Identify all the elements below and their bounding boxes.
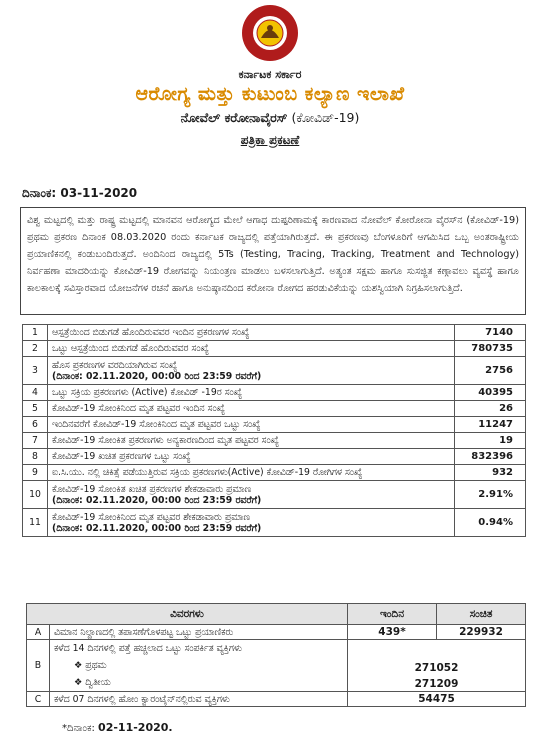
header-today: ಇಂದಿನ <box>348 604 437 625</box>
karnataka-emblem-icon <box>241 4 299 62</box>
stats-row-label: ಐ.ಸಿ.ಯು. ನಲ್ಲಿ ಚಿಕಿತ್ಸೆ ಪಡೆಯುತ್ತಿರುವ ಸಕ್ರಿಯ ಪ್ರಕರಣಗಳು(Active) ಕೋವಿಡ್-19 ರೋಗಿಗಳ ಸಂಖ್ಯೆ <box>52 467 363 478</box>
stats-row-label-cell <box>48 509 455 537</box>
intro-paragraph: ವಿಶ್ವ ಮಟ್ಟದಲ್ಲಿ ಮತ್ತು ರಾಷ್ಟ್ರ ಮಟ್ಟದಲ್ಲಿ ಮಾನವನ ಆರೋಗ್ಯದ ಮೇಲೆ ಆಗಾಧ ದುಷ್ಪರಿಣಾಮಕ್ಕೆ ಕಾರಣವಾದ ನೋವೆಲ್ ಕೋರೋನಾ ವೈರಸ್‌ನ (ಕೋವಿಡ್-19) ಪ್ರಥಮ ಪ್ರಕರಣ ದಿನಾಂಕ 08.03.2020 ರಂದು ಕರ್ನಾಟಕ ರಾಜ್ಯದಲ್ಲಿ ಪತ್ತೆಯಾಗಿರುತ್ತದೆ. ಈ ಪ್ರಕರಣವು ಬೆಂಗಳೂರಿಗೆ ಆಗಮಿಸಿದ ಒಬ್ಬ ಅಂತರಾಷ್ಟ್ರೀಯ ಪ್ರಯಾಣಿಕನಲ್ಲಿ ಕಂಡುಬಂದಿರುತ್ತದೆ. ಅಂದಿನಿಂದ ರಾಜ್ಯದಲ್ಲಿ 5Ts (Testing, Tracing, Tracking, Treatment and Technology) ನಿರ್ವಹಣಾ ಮಾದರಿಯನ್ನು ಕೋವಿಡ್-19 ರೋಗವನ್ನು ನಿಯಂತ್ರಣ ಮಾಡಲು ಬಳಸಲಾಗುತ್ತಿದೆ. ಅತ್ಯಂತ ಸಕ್ಷಮ ಹಾಗೂ ಸುಸಜ್ಜಿತ ಕಣ್ಗಾವಲು ವ್ಯವಸ್ಥೆ ಹಾಗೂ ಕಾಲಕಾಲಕ್ಕೆ ಸವಿಸ್ತಾರವಾದ ಯೋಜನೆಗಳ ರಚನೆ ಹಾಗೂ ಅನುಷ್ಠಾನದಿಂದ ಕರೋನಾ ರೋಗದ ಹರಡುವಿಕೆಯನ್ನು ಯಶಸ್ವಿಯಾಗಿ ನಿಗ್ರಹಿಸಲಾಗುತ್ತಿದೆ. <box>20 207 526 315</box>
stats-row <box>23 433 526 449</box>
press-release-heading: ಪತ್ರಿಕಾ ಪ್ರಕಟಣೆ <box>240 133 300 147</box>
row-b-primary-label: ಪ್ರಥಮ <box>85 660 107 671</box>
stats-table <box>22 324 526 537</box>
details-table <box>26 603 526 707</box>
stats-row-label: ಹೊಸ ಪ್ರಕರಣಗಳ ವರದಿಯಾಗಿರುವ ಸಂಖ್ಯೆ <box>52 359 178 371</box>
row-b-secondary: ❖ ದ್ವಿತೀಯ <box>74 677 111 688</box>
stats-row <box>23 465 526 481</box>
stats-row-label-cell <box>48 417 455 433</box>
stats-row-number: 11 <box>23 509 48 537</box>
release-date <box>22 186 137 201</box>
row-b-cell <box>50 640 348 692</box>
date-label: ದಿನಾಂಕ: <box>22 186 57 200</box>
stats-row-number: 10 <box>23 481 48 509</box>
stats-row-number: 1 <box>23 325 48 341</box>
row-a-label: A <box>27 625 50 640</box>
stats-row-label: ಕೋವಿಡ್-19 ಸೋಂಕಿತ ಪ್ರಕರಣಗಳು ಅನ್ಯಕಾರಣದಿಂದ ಮೃತ ಪಟ್ಟವರ ಸಂಖ್ಯೆ <box>52 435 280 446</box>
stats-row-label: ಒಟ್ಟು ಆಸ್ಪತ್ರೆಯಿಂದ ಬಿಡುಗಡೆ ಹೊಂದಿರುವವರ ಸಂಖ್ಯೆ <box>52 343 209 354</box>
stats-row-value: 932 <box>455 465 526 481</box>
stats-row <box>23 509 526 537</box>
row-b-text: ಕಳೆದ 14 ದಿನಗಳಲ್ಲಿ ಪತ್ತೆ ಹಚ್ಚಲಾದ ಒಟ್ಟು ಸಂಪರ್ಕಿತ ವ್ಯಕ್ತಿಗಳು <box>54 643 242 654</box>
stats-row-label-cell <box>48 325 455 341</box>
row-c-text: ಕಳೆದ 07 ದಿನಗಳಲ್ಲಿ ಹೋಂ ಕ್ವಾರಂಟೈನ್‌ನಲ್ಲಿರುವ ವ್ಯಕ್ತಿಗಳು <box>50 692 348 707</box>
stats-row-sublabel: (ದಿನಾಂಕ: 02.11.2020, 00:00 ರಿಂದ 23:59 ರವರೆಗೆ) <box>52 522 262 534</box>
row-a-text: ವಿಮಾನ ನಿಲ್ದಾಣದಲ್ಲಿ ತಪಾಸಣೆಗೊಳಪಟ್ಟ ಒಟ್ಟು ಪ್ರಯಾಣಿಕರು <box>50 625 348 640</box>
row-b-secondary-label: ದ್ವಿತೀಯ <box>85 677 111 688</box>
stats-row <box>23 401 526 417</box>
stats-row-label-cell <box>48 341 455 357</box>
footnote-prefix: *ದಿನಾಂಕ: <box>62 723 95 734</box>
row-b-label: B <box>27 640 50 692</box>
row-c-value: 54475 <box>348 692 526 707</box>
stats-row-number: 7 <box>23 433 48 449</box>
stats-row-label: ಕೋವಿಡ್-19 ಸೋಂಕಿತ ಖಚಿತ ಪ್ರಕರಣಗಳ ಶೇಕಡಾವಾರು ಪ್ರಮಾಣ <box>52 483 252 495</box>
stats-row-value: 7140 <box>455 325 526 341</box>
stats-row-label: ಕೋವಿಡ್-19 ಖಚಿತ ಪ್ರಕರಣಗಳ ಒಟ್ಟು ಸಂಖ್ಯೆ <box>52 451 191 462</box>
government-name: ಕರ್ನಾಟಕ ಸರ್ಕಾರ <box>238 68 302 81</box>
stats-row-label-cell <box>48 433 455 449</box>
disease-code: (ಕೋವಿಡ್-19) <box>291 110 360 125</box>
stats-row-number: 4 <box>23 385 48 401</box>
stats-row-label: ಒಟ್ಟು ಸಕ್ರಿಯ ಪ್ರಕರಣಗಳು (Active) ಕೋವಿಡ್ -19ರ ಸಂಖ್ಯೆ <box>52 387 243 398</box>
details-row-a <box>27 625 526 640</box>
stats-row-label-cell <box>48 449 455 465</box>
row-b-values <box>348 640 526 692</box>
date-value: 03-11-2020 <box>60 186 138 200</box>
stats-row-number: 5 <box>23 401 48 417</box>
stats-row-label: ಕೋವಿಡ್-19 ಸೋಂಕಿನಿಂದ ಮೃತ ಪಟ್ಟವರ ಇಂದಿನ ಸಂಖ್ಯೆ <box>52 403 225 414</box>
stats-row-value: 19 <box>455 433 526 449</box>
footnote-date: 02-11-2020. <box>98 721 173 734</box>
row-a-cumulative: 229932 <box>437 625 526 640</box>
stats-row-value: 780735 <box>455 341 526 357</box>
stats-row-value: 2756 <box>455 357 526 385</box>
stats-row <box>23 385 526 401</box>
row-c-label: C <box>27 692 50 707</box>
stats-row-number: 3 <box>23 357 48 385</box>
stats-row-number: 2 <box>23 341 48 357</box>
details-header-row <box>27 604 526 625</box>
row-a-today: 439* <box>348 625 437 640</box>
stats-row-value: 2.91% <box>455 481 526 509</box>
stats-row-number: 9 <box>23 465 48 481</box>
header-details: ವಿವರಗಳು <box>27 604 348 625</box>
stats-row-label-cell <box>48 465 455 481</box>
stats-row-value: 0.94% <box>455 509 526 537</box>
stats-row <box>23 341 526 357</box>
stats-row-value: 11247 <box>455 417 526 433</box>
stats-row-label-cell <box>48 481 455 509</box>
stats-row <box>23 481 526 509</box>
details-row-c <box>27 692 526 707</box>
stats-row-value: 40395 <box>455 385 526 401</box>
stats-row <box>23 417 526 433</box>
stats-row-label-cell <box>48 401 455 417</box>
row-b-primary-value: 271052 <box>414 662 459 674</box>
row-b-secondary-value: 271209 <box>414 678 459 690</box>
stats-row-label: ಕೋವಿಡ್-19 ಸೋಂಕಿನಿಂದ ಮೃತ ಪಟ್ಟವರ ಶೇಕಡಾವಾರು ಪ್ರಮಾಣ <box>52 511 250 523</box>
row-b-primary: ❖ ಪ್ರಥಮ <box>74 660 107 671</box>
disease-title <box>0 110 540 126</box>
stats-row <box>23 449 526 465</box>
stats-row-number: 8 <box>23 449 48 465</box>
stats-row-number: 6 <box>23 417 48 433</box>
stats-row-label-cell <box>48 357 455 385</box>
stats-row-sublabel: (ದಿನಾಂಕ: 02.11.2020, 00:00 ರಿಂದ 23:59 ರವರೆಗೆ) <box>52 370 262 382</box>
header-cumulative: ಸಂಚಿತ <box>437 604 526 625</box>
stats-row-value: 832396 <box>455 449 526 465</box>
department-title: ಆರೋಗ್ಯ ಮತ್ತು ಕುಟುಂಬ ಕಲ್ಯಾಣ ಇಲಾಖೆ <box>135 83 405 105</box>
disease-name: ನೋವೆಲ್ ಕರೋನಾವೈರಸ್ <box>180 110 288 125</box>
details-row-b <box>27 640 526 692</box>
stats-row-label-cell <box>48 385 455 401</box>
stats-row-value: 26 <box>455 401 526 417</box>
stats-row-sublabel: (ದಿನಾಂಕ: 02.11.2020, 00:00 ರಿಂದ 23:59 ರವರೆಗೆ) <box>52 494 262 506</box>
stats-row <box>23 357 526 385</box>
stats-row-label: ಆಸ್ಪತ್ರೆಯಿಂದ ಬಿಡುಗಡೆ ಹೊಂದಿರುವವರ ಇಂದಿನ ಪ್ರಕರಣಗಳ ಸಂಖ್ಯೆ <box>52 327 250 338</box>
stats-row <box>23 325 526 341</box>
stats-row-label: ಇಂದಿನವರೆಗೆ ಕೋವಿಡ್-19 ಸೋಂಕಿನಿಂದ ಮೃತ ಪಟ್ಟವರ ಒಟ್ಟು ಸಂಖ್ಯೆ <box>52 419 261 430</box>
footnote <box>62 721 173 734</box>
